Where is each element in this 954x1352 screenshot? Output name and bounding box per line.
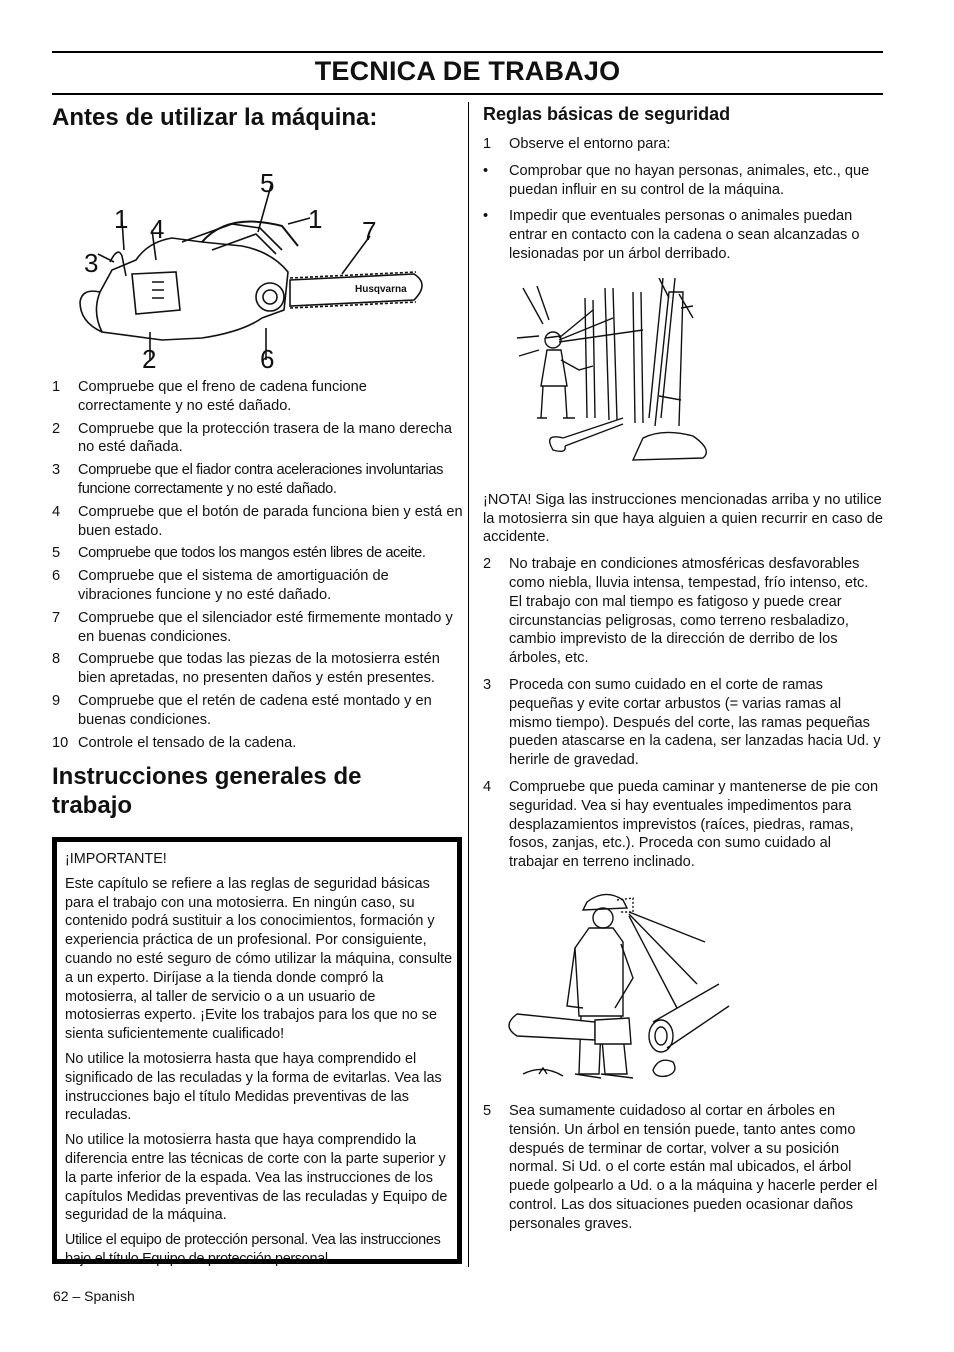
list-item: 5 Compruebe que todos los mangos estén libres de aceite. <box>52 545 426 562</box>
list-item: 1 Compruebe que el freno de cadena funcione correctamente y no esté dañado. <box>52 379 367 414</box>
bar-brand: Husqvarna <box>355 284 407 295</box>
column-divider <box>468 102 469 1267</box>
diagram-label-1a: 1 <box>114 204 129 234</box>
safety-list-final <box>483 1102 883 1234</box>
diagram-label-4: 4 <box>150 214 165 244</box>
diagram-label-3: 3 <box>84 248 99 278</box>
section-title-before-use: Antes de utilizar la máquina: <box>52 104 378 131</box>
left-column <box>52 100 464 820</box>
list-item: 10 Controle el tensado de la cadena. <box>52 734 297 751</box>
list-item: 3 Compruebe que el fiador contra aceleraciones involuntarias funcione correctamente y no esté dañado. <box>52 462 444 497</box>
notice-paragraph: No utilice la motosierra hasta que haya comprendido el significado de las reculadas y la forma de evitarlas. Vea las instrucciones bajo el título Medidas preventivas de las reculadas. <box>65 1050 442 1124</box>
safety-list-intro <box>483 135 883 264</box>
diagram-label-1b: 1 <box>308 204 323 234</box>
list-item: 2 No trabaje en condiciones atmosféricas desfavorables como niebla, lluvia intensa, tempestad, frío intenso, etc. El trabajo con mal tiempo es fatigoso y puede crear circunstancias peligrosas, como terreno resbaladizo, cambio imprevisto de la dirección de derribo de los árboles, etc. <box>483 556 869 667</box>
section-title-general-instructions: Instrucciones generales de trabajo <box>52 763 362 820</box>
pre-use-checklist <box>52 378 464 752</box>
list-item: 4 Compruebe que el botón de parada funciona bien y está en buen estado. <box>52 503 463 539</box>
top-rule <box>52 51 883 53</box>
notice-paragraph: No utilice la motosierra hasta que haya comprendido la diferencia entre las técnicas de corte con la parte superior y la parte inferior de la espada. Vea las instrucciones de los capítulos Medidas preventivas de las reculadas y Equipo de seguridad de la máquina. <box>65 1132 448 1224</box>
right-column <box>483 100 883 1234</box>
list-item: 4 Compruebe que pueda caminar y mantenerse de pie con seguridad. Vea si hay eventuales impedimentos para desplazamientos imprevistos (raíces, piedras, ramas, fosos, zanjas, etc.). Proceda con sumo cuidado al trabajar en terreno inclinado. <box>483 778 879 871</box>
chainsaw-diagram <box>52 142 464 372</box>
notice-paragraph: Este capítulo se refiere a las reglas de seguridad básicas para el trabajo con una motosierra. En ningún caso, su contenido podrá sustituir a los conocimientos, formación y experiencia práctica de un profesional. Por consiguiente, cuando no esté seguro de cómo utilizar la máquina, consulte a un experto. Diríjase a la tienda donde compró la motosierra, al taller de servicio o a un usuario de motosierras experto. ¡Evite los trabajos para los que no se sienta suficientemente cualificado! <box>65 875 453 1043</box>
list-item: • Impedir que eventuales personas o animales puedan entrar en contacto con la cadena o sean alcanzadas o lesionadas por un árbol derribado. <box>483 208 860 262</box>
safety-list-main <box>483 555 883 872</box>
page-footer: 62 – Spanish <box>53 1288 135 1304</box>
safety-note: ¡NOTA! Siga las instrucciones mencionadas arriba y no utilice la motosierra sin que haya alguien a quien recurrir en caso de accidente. <box>483 491 883 546</box>
list-item: 2 Compruebe que la protección trasera de la mano derecha no esté dañada. <box>52 420 452 456</box>
list-item: 8 Compruebe que todas las piezas de la motosierra estén bien apretadas, no presenten daños y estén presentes. <box>52 651 440 687</box>
list-item: 6 Compruebe que el sistema de amortiguación de vibraciones funcione y no esté dañado. <box>52 568 389 603</box>
title-rule <box>52 93 883 95</box>
diagram-label-5: 5 <box>260 168 275 198</box>
page-title: TECNICA DE TRABAJO <box>314 56 621 86</box>
diagram-label-2: 2 <box>142 344 157 372</box>
list-item: 9 Compruebe que el retén de cadena esté montado y en buenas condiciones. <box>52 692 432 728</box>
list-item: • Comprobar que no hayan personas, animales, etc., que puedan influir en su control de la máquina. <box>483 162 870 198</box>
list-item: 5 Sea sumamente cuidadoso al cortar en árboles en tensión. Un árbol en tensión puede, tanto antes como después de terminar de cortar, volver a su posición normal. Si Ud. o el corte están mal ubicados, el árbol puede golpearlo a Ud. o a la máquina y hacerle perder el control. Las dos situaciones pueden ocasionar daños personales graves. <box>483 1102 878 1232</box>
notice-paragraph: Utilice el equipo de protección personal. Vea las instrucciones bajo el título Equipo de protección personal. <box>65 1232 441 1267</box>
list-item: 7 Compruebe que el silenciador esté firmemente montado y en buenas condiciones. <box>52 609 453 645</box>
list-item: 1 Observe el entorno para: <box>483 136 671 152</box>
important-notice-box <box>52 837 462 1267</box>
operator-footing-illustration <box>483 888 883 1088</box>
section-title-safety-rules: Reglas básicas de seguridad <box>483 104 731 124</box>
forest-felling-illustration <box>483 278 883 473</box>
diagram-label-7: 7 <box>362 216 377 246</box>
notice-heading: ¡IMPORTANTE! <box>65 851 167 867</box>
list-item: 3 Proceda con sumo cuidado en el corte de ramas pequeñas y evite cortar arbustos (= varias ramas al mismo tiempo). Después del corte, las ramas pequeñas pueden atascarse en la cadena, ser lanzadas hacia Ud. y herirle de gravedad. <box>483 676 881 769</box>
diagram-label-6: 6 <box>260 344 275 372</box>
